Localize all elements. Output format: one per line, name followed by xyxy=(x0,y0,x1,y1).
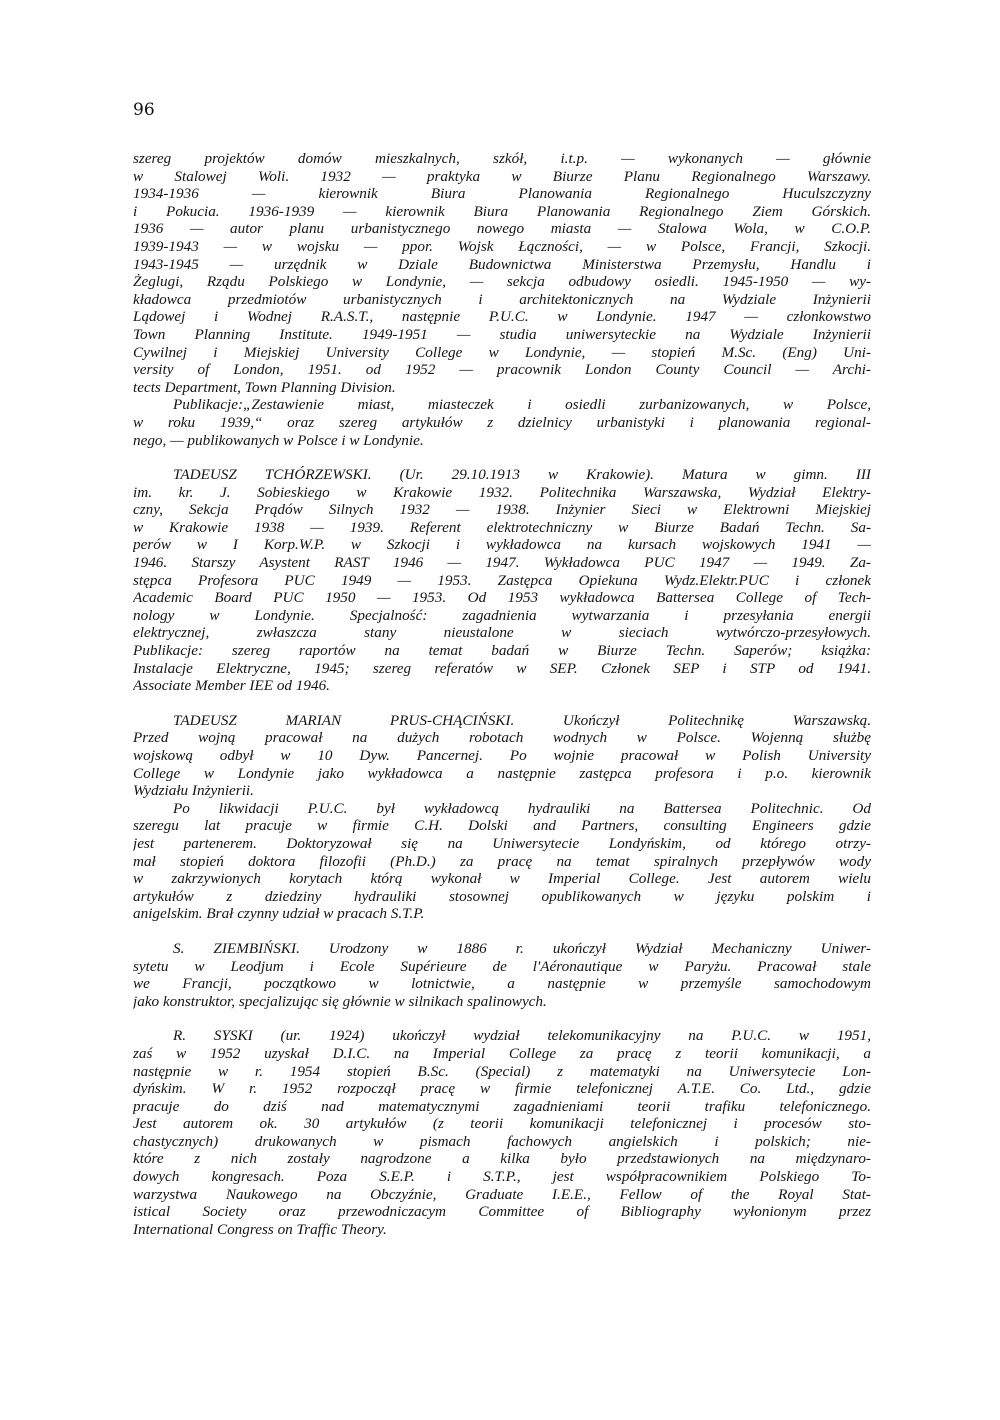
text-line: 1936 — autor planu urbanistycznego nowego miasta — Stalowa Wola, w C.O.P. xyxy=(133,220,871,238)
text-line: International Congress on Traffic Theory. xyxy=(133,1220,387,1238)
text-line: następnie w r. 1954 stopień B.Sc. (Special) z matematyki na Uniwersytecie Lon- xyxy=(133,1062,871,1080)
text-line: kładowca przedmiotów urbanistycznych i architektonicznych na Wydziale Inżynierii xyxy=(133,290,871,308)
text-line: versity of London, 1951. od 1952 — pracownik London County Council — Archi- xyxy=(133,361,871,379)
text-line: mał stopień doktora filozofii (Ph.D.) za pracę na temat spiralnych przepływów wody xyxy=(133,852,871,870)
entry-ziembinski xyxy=(133,940,871,1010)
text-line: chastycznych) drukowanych w pismach fachowych angielskich i polskich; nie- xyxy=(133,1132,871,1150)
text-line: istical Society oraz przewodniczacym Committee of Bibliography wyłonionym przez xyxy=(133,1203,871,1221)
text-line: Cywilnej i Miejskiej University College w Londynie, — stopień M.Sc. (Eng) Uni- xyxy=(133,343,871,361)
entry-tchorzewski xyxy=(133,466,871,695)
text-line: wojskową odbył w 10 Dyw. Pancernej. Po wojnie pracował w Polish University xyxy=(133,747,871,764)
text-line: anigelskim. Brał czynny udział w pracach S.T.P. xyxy=(133,905,425,923)
paragraph-gap xyxy=(133,1010,871,1027)
text-line: nego, — publikowanych w Polsce i w Londynie. xyxy=(133,431,424,449)
text-line: 1934-1936 — kierownik Biura Planowania Regionalnego Huculszczyzny xyxy=(133,185,871,203)
text-line: Po likwidacji P.U.C. był wykładowcą hydrauliki na Battersea Politechnic. Od xyxy=(173,799,871,817)
text-line: elektrycznej, zwłaszcza stany nieustalone w sieciach wytwórczo-przesyłowych. xyxy=(133,624,871,642)
text-line: TADEUSZ TCHÓRZEWSKI. (Ur. 29.10.1913 w Krakowie). Matura w gimn. III xyxy=(173,466,871,484)
text-line: jako konstruktor, specjalizując się głównie w silnikach spalinowych. xyxy=(133,992,547,1010)
text-line: TADEUSZ MARIAN PRUS-CHĄCIŃSKI. Ukończył Politechnikę Warszawską. xyxy=(173,711,871,729)
text-line: 1946. Starszy Asystent RAST 1946 — 1947. Wykładowca PUC 1947 — 1949. Za- xyxy=(133,554,871,572)
paragraph-publikacje xyxy=(133,396,871,449)
text-line: im. kr. J. Sobieskiego w Krakowie 1932. Politechnika Warszawska, Wydział Elektry- xyxy=(133,483,871,501)
text-line: w roku 1939,“ oraz szereg artykułów z dzielnicy urbanistyki i planowania regional- xyxy=(133,413,871,431)
text-line: Wydziału Inżynierii. xyxy=(133,782,254,800)
text-line: Żeglugi, Rządu Polskiego w Londynie, — sekcja odbudowy osiedli. 1945-1950 — wy- xyxy=(133,273,871,291)
text-line: Przed wojną pracował na dużych robotach wodnych w Polsce. Wojenną służbę xyxy=(133,729,871,747)
text-line: Instalacje Elektryczne, 1945; szereg referatów w SEP. Członek SEP i STP od 1941. xyxy=(133,659,871,677)
paragraph-gap xyxy=(133,449,871,466)
body-text xyxy=(133,150,871,1238)
text-line: w Stalowej Woli. 1932 — praktyka w Biurze Planu Regionalnego Warszawy. xyxy=(133,167,871,185)
paragraph-gap xyxy=(133,923,871,940)
text-line: zaś w 1952 uzyskał D.I.C. na Imperial College za pracę z teorii komunikacji, a xyxy=(133,1044,871,1062)
text-line: dowych kongresach. Poza S.E.P. i S.T.P., jest współpracownikiem Polskiego To- xyxy=(133,1168,871,1186)
text-line: R. SYSKI (ur. 1924) ukończył wydział telekomunikacyjny na P.U.C. w 1951, xyxy=(173,1027,871,1045)
text-line: tects Department, Town Planning Division. xyxy=(133,378,396,396)
text-line: Lądowej i Wodnej R.A.S.T., następnie P.U.C. w Londynie. 1947 — członkowstwo xyxy=(133,308,871,326)
text-line: czny, Sekcja Prądów Silnych 1932 — 1938. Inżynier Sieci w Elektrowni Miejskiej xyxy=(133,501,871,519)
paragraph-gap xyxy=(133,695,871,712)
text-line: szereg projektów domów mieszkalnych, szkół, i.t.p. — wykonanych — głównie xyxy=(133,150,871,167)
text-line: Academic Board PUC 1950 — 1953. Od 1953 wykładowca Battersea College of Tech- xyxy=(133,589,871,607)
text-line: we Francji, początkowo w lotnictwie, a następnie w przemyśle samochodowym xyxy=(133,975,871,993)
text-line: w Krakowie 1938 — 1939. Referent elektrotechniczny w Biurze Badań Techn. Sa- xyxy=(133,518,871,536)
text-line: Jest autorem ok. 30 artykułów (z teorii komunikacji telefonicznej i procesów sto- xyxy=(133,1115,871,1133)
text-line: warzystwa Naukowego na Obczyźnie, Graduate I.E.E., Fellow of the Royal Stat- xyxy=(133,1185,871,1203)
text-line: Associate Member IEE od 1946. xyxy=(133,677,330,695)
text-line: artykułów z dziedziny hydrauliki stosownej opublikowanych w języku polskim i xyxy=(133,887,871,905)
text-line: S. ZIEMBIŃSKI. Urodzony w 1886 r. ukończył Wydział Mechaniczny Uniwer- xyxy=(173,939,871,957)
text-line: 1943-1945 — urzędnik w Dziale Budownictwa Ministerstwa Przemysłu, Handlu i xyxy=(133,255,871,273)
text-line: stępca Profesora PUC 1949 — 1953. Zastępca Opiekuna Wydz.Elektr.PUC i członek xyxy=(133,571,871,589)
text-line: College w Londynie jako wykładowca a następnie zastępca profesora i p.o. kierownik xyxy=(133,764,871,782)
text-line: pracuje do dziś nad matematycznymi zagadnieniami teorii trafiku telefonicznego. xyxy=(133,1097,871,1115)
entry-prus-chacinski xyxy=(133,712,871,800)
text-line: jest partenerem. Doktoryzował się na Uniwersytecie Londyńskim, od którego otrzy- xyxy=(133,834,871,852)
page-number: 96 xyxy=(133,100,155,120)
text-line: w zakrzywionych korytach którą wykonał w Imperial College. Jest autorem wielu xyxy=(133,870,871,888)
entry-syski xyxy=(133,1027,871,1238)
text-line: Town Planning Institute. 1949-1951 — studia uniwersyteckie na Wydziale Inżynierii xyxy=(133,325,871,343)
text-line: szeregu lat pracuje w firmie C.H. Dolski and Partners, consulting Engineers gdzie xyxy=(133,817,871,835)
text-line: Publikacje:„Zestawienie miast, miasteczek i osiedli zurbanizowanych, w Polsce, xyxy=(173,396,871,414)
text-line: nology w Londynie. Specjalność: zagadnienia wytwarzania i przesyłania energii xyxy=(133,606,871,624)
text-line: perów w I Korp.W.P. w Szkocji i wykładowca na kursach wojskowych 1941 — xyxy=(133,536,871,554)
entry-prus-chacinski-continued xyxy=(133,800,871,923)
text-line: sytetu w Leodjum i Ecole Supérieure de l'Aéronautique w Paryżu. Pracował stale xyxy=(133,957,871,975)
text-line: i Pokucia. 1936-1939 — kierownik Biura Planowania Regionalnego Ziem Górskich. xyxy=(133,202,871,220)
text-line: 1939-1943 — w wojsku — ppor. Wojsk Łączności, — w Polsce, Francji, Szkocji. xyxy=(133,237,871,255)
text-line: które z nich zostały nagrodzone a kilka było przedstawionych na międzynaro- xyxy=(133,1150,871,1168)
paragraph-continuation xyxy=(133,150,871,396)
text-line: Publikacje: szereg raportów na temat badań w Biurze Techn. Saperów; książka: xyxy=(133,642,871,660)
text-line: dyńskim. W r. 1952 rozpoczął pracę w firmie telefonicznej A.T.E. Co. Ltd., gdzie xyxy=(133,1080,871,1098)
